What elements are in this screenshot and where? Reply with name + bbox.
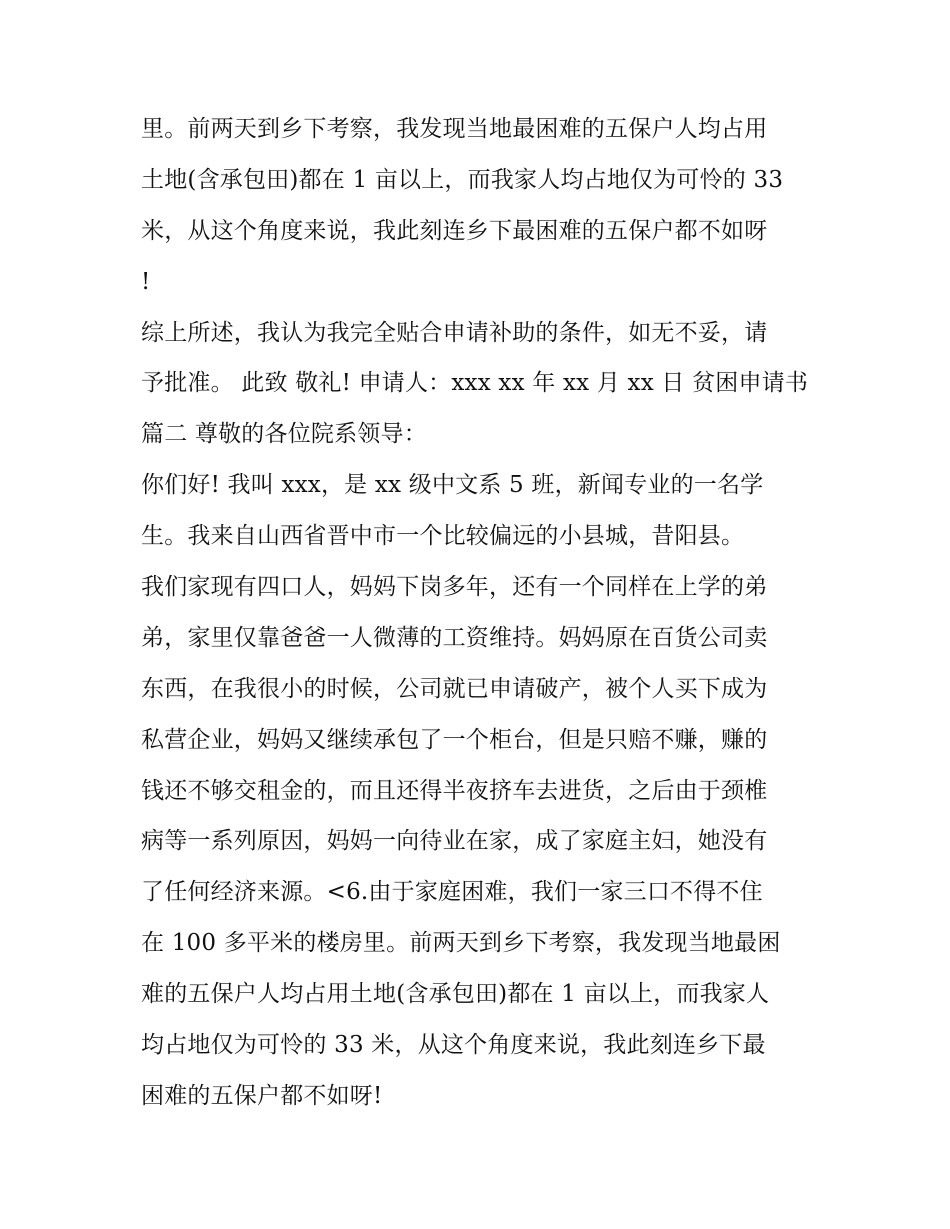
text-line-14: 钱还不够交租金的，而且还得半夜挤车去进货，之后由于颈椎 [141,777,768,804]
text-line-6: 予批准。 此致 敬礼! 申请人：xxx xx 年 xx 月 xx 日 贫困申请书 [141,370,809,397]
text-line-11: 弟，家里仅靠爸爸一人微薄的工资维持。妈妈原在百货公司卖 [141,624,768,651]
text-line-16: 了任何经济来源。<6.由于家庭困难，我们一家三口不得不住 [141,879,763,906]
text-line-13: 私营企业，妈妈又继续承包了一个柜台，但是只赔不赚，赚的 [141,726,768,753]
text-line-7: 篇二 尊敬的各位院系领导： [141,421,427,448]
text-line-2: 土地(含承包田)都在 1 亩以上，而我家人均占地仅为可怜的 33 [141,166,784,193]
text-line-9: 生。我来自山西省晋中市一个比较偏远的小县城，昔阳县。 [141,523,745,550]
text-line-12: 东西，在我很小的时候，公司就已申请破产，被个人买下成为 [141,675,768,702]
text-line-15: 病等一系列原因，妈妈一向待业在家，成了家庭主妇，她没有 [141,828,768,855]
text-line-20: 困难的五保户都不如呀! [141,1082,383,1109]
text-line-8: 你们好! 我叫 xxx，是 xx 级中文系 5 班，新闻专业的一名学 [141,472,764,499]
text-line-5: 综上所述，我认为我完全贴合申请补助的条件，如无不妥，请 [141,319,768,346]
document-body [141,104,821,1122]
text-line-1: 里。前两天到乡下考察，我发现当地最困难的五保户人均占用 [141,116,768,142]
text-line-4: ! [141,268,151,295]
text-line-17: 在 100 多平米的楼房里。前两天到乡下考察，我发现当地最困 [141,930,781,957]
text-line-3: 米，从这个角度来说，我此刻连乡下最困难的五保户都不如呀 [141,217,768,244]
text-line-18: 难的五保户人均占用土地(含承包田)都在 1 亩以上，而我家人 [141,981,770,1008]
text-line-19: 均占地仅为可怜的 33 米，从这个角度来说，我此刻连乡下最 [141,1032,766,1059]
text-line-10: 我们家现有四口人，妈妈下岗多年，还有一个同样在上学的弟 [141,574,768,601]
